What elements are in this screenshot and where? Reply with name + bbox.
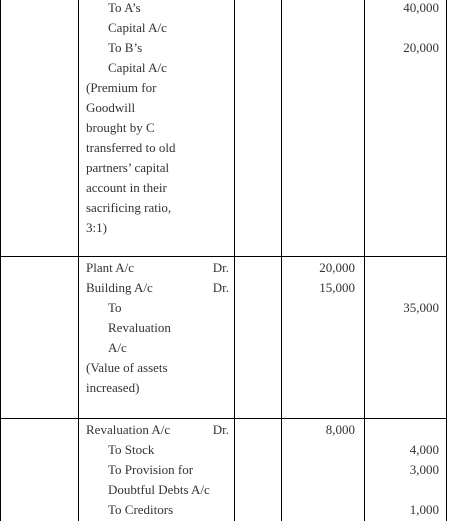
particulars-line: Revaluation A/c (86, 422, 171, 437)
row-divider-1 (0, 256, 447, 257)
particulars-line: To Stock (108, 442, 155, 457)
credit-amount: 1,000 (409, 502, 439, 517)
credit-amount: 4,000 (409, 442, 439, 457)
particulars-line: (Value of assets (86, 360, 168, 375)
particulars-line: (Premium for (86, 80, 157, 95)
particulars-line: Building A/c (86, 280, 153, 295)
particulars-line: To Creditors (108, 502, 174, 517)
particulars-line: Revaluation (108, 320, 171, 335)
credit-amount: 40,000 (403, 0, 439, 15)
col-border-right (446, 0, 447, 521)
debit-amount: 20,000 (319, 260, 355, 275)
particulars-line: Capital A/c (108, 60, 167, 75)
debit-amount: 15,000 (319, 280, 355, 295)
debit-amount: 8,000 (325, 422, 355, 437)
credit-amount: 35,000 (403, 300, 439, 315)
particulars-line: Plant A/c (86, 260, 135, 275)
particulars-line: partners’ capital (86, 160, 170, 175)
particulars-line: To B’s (108, 40, 143, 55)
col-border-particulars (234, 0, 235, 521)
particulars-line: Doubtful Debts A/c (108, 482, 210, 497)
particulars-line: To Provision for (108, 462, 194, 477)
particulars-line: Goodwill (86, 100, 136, 115)
dr-label: Dr. (212, 280, 229, 295)
col-border-lf (281, 0, 282, 521)
credit-amount: 3,000 (409, 462, 439, 477)
particulars-line: brought by C (86, 120, 155, 135)
dr-label: Dr. (212, 422, 229, 437)
col-border-date (78, 0, 79, 521)
particulars-line: transferred to old (86, 140, 176, 155)
particulars-line: To (108, 300, 122, 315)
dr-label: Dr. (212, 260, 229, 275)
particulars-line: sacrificing ratio, (86, 200, 172, 215)
particulars-line: To A’s (108, 0, 141, 15)
particulars-line: increased) (86, 380, 140, 395)
col-border-left (0, 0, 1, 521)
row-divider-2 (0, 418, 447, 419)
particulars-line: A/c (108, 340, 127, 355)
col-border-debit (364, 0, 365, 521)
particulars-line: account in their (86, 180, 167, 195)
particulars-line: 3:1) (86, 220, 107, 235)
credit-amount: 20,000 (403, 40, 439, 55)
particulars-line: Capital A/c (108, 20, 167, 35)
